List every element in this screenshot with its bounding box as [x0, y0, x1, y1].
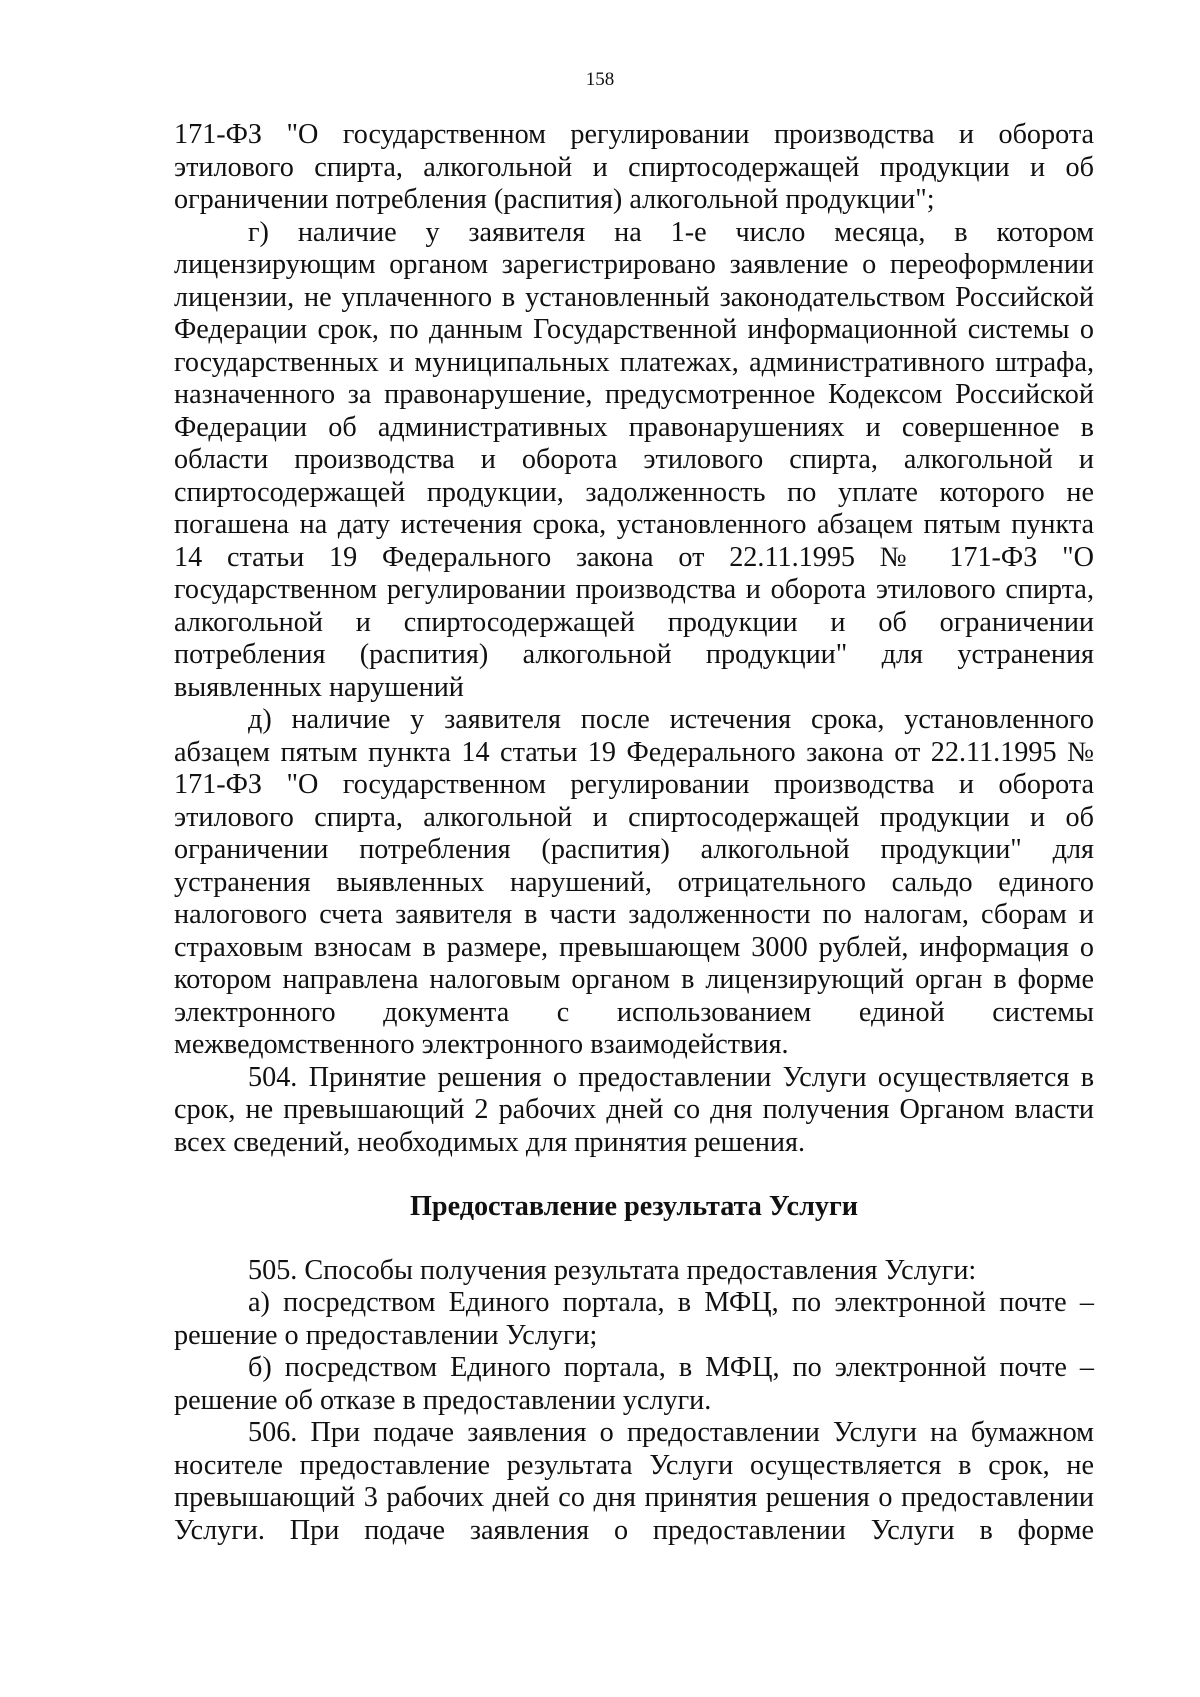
section-heading: Предоставление результата Услуги [409, 1191, 859, 1222]
paragraph-subitem-a: а) посредством Единого портала, в МФЦ, по электронной почте – решение о предоставлении Услуги; [174, 1287, 1094, 1351]
page-number: 158 [585, 69, 615, 90]
paragraph-504: 504. Принятие решения о предоставлении Услуги осуществляется в срок, не превышающий 2 рабочих дней со дня получения Органом власти всех сведений, необходимых для принятия решения. [174, 1061, 1094, 1158]
paragraph-subitem-b: б) посредством Единого портала, в МФЦ, по электронной почте – решение об отказе в предоставлении услуги. [174, 1352, 1094, 1416]
paragraph-continuation: 171-ФЗ "О государственном регулировании производства и оборота этилового спирта, алкогольной и спиртосодержащей продукции и об ограничении потребления (распития) алкогольной продукции"; [174, 119, 1094, 215]
paragraph-505: 505. Способы получения результата предоставления Услуги: [248, 1254, 977, 1286]
paragraph-subitem-d: д) наличие у заявителя после истечения срока, установленного абзацем пятым пункта 14 статьи 19 Федерального закона от 22.11.1995 № 171-ФЗ "О государственном регулировании производства и оборота этилового спирта, алкогольной и спиртосодержащей продукции и об ограничении потребления (распития) алкогольной продукции" для устранения выявленных нарушений, отрицательного сальдо единого налогового счета заявителя в части задолженности по налогам, сборам и страховым взносам в размере, превышающем 3000 рублей, информация о котором направлена налоговым органом в лицензирующий орган в форме электронного документа с использованием единой системы межведомственного электронного взаимодействия. [174, 704, 1094, 1060]
paragraph-506: 506. При подаче заявления о предоставлении Услуги на бумажном носителе предоставление результата Услуги осуществляется в срок, не превышающий 3 рабочих дней со дня принятия решения о предоставлении Услуги. При подаче заявления о предоставлении Услуги в форме [174, 1417, 1094, 1546]
document-body [174, 119, 1094, 1547]
paragraph-subitem-g: г) наличие у заявителя на 1-е число месяца, в котором лицензирующим органом зарегистрировано заявление о переоформлении лицензии, не уплаченного в установленный законодательством Российской Федерации срок, по данным Государственной информационной системы о государственных и муниципальных платежах, административного штрафа, назначенного за правонарушение, предусмотренное Кодексом Российской Федерации об административных правонарушениях и совершенное в области производства и оборота этилового спирта, алкогольной и спиртосодержащей продукции, задолженность по уплате которого не погашена на дату истечения срока, установленного абзацем пятым пункта 14 статьи 19 Федерального закона от 22.11.1995 № 171-ФЗ "О государственном регулировании производства и оборота этилового спирта, алкогольной и спиртосодержащей продукции и об ограничении потребления (распития) алкогольной продукции" для устранения выявленных нарушений [174, 216, 1094, 703]
